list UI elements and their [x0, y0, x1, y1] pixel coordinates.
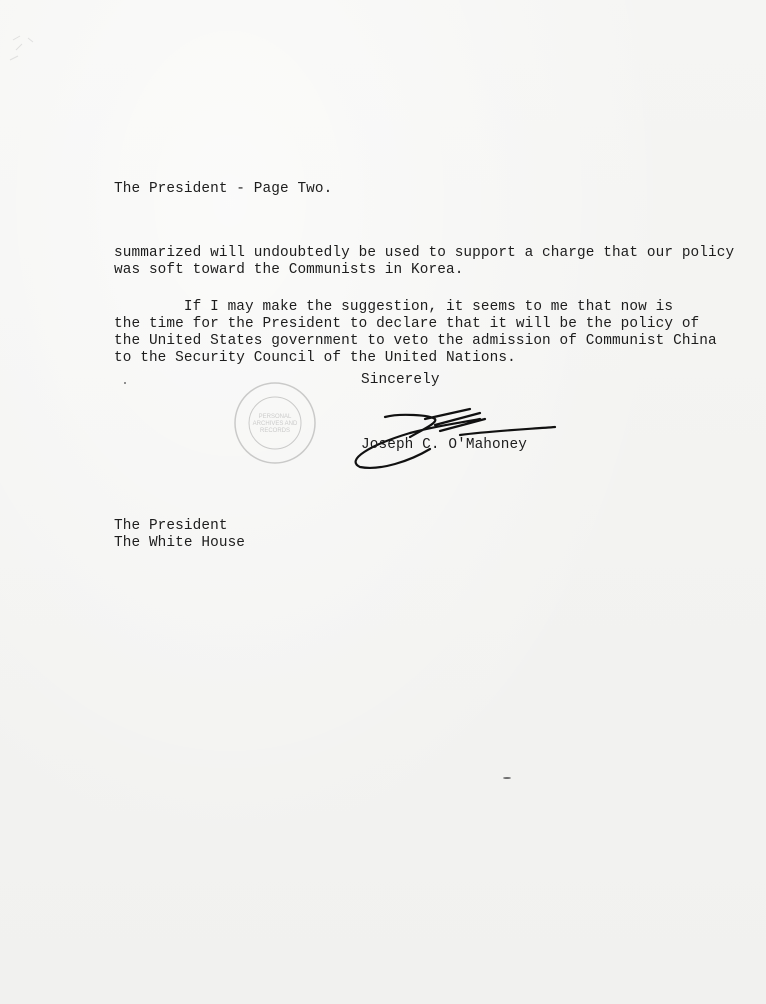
paragraph-2-line-3: the United States government to veto the admission of Communist China [114, 333, 717, 349]
paper-speck [503, 777, 511, 779]
svg-text:PERSONAL: PERSONAL [258, 414, 292, 420]
paper-speck [124, 382, 126, 384]
paragraph-2-line-4: to the Security Council of the United Nations. [114, 350, 516, 366]
svg-text:ARCHIVES AND: ARCHIVES AND [252, 421, 298, 427]
paragraph-2-line-2: the time for the President to declare that it will be the policy of [114, 316, 700, 332]
addressee-line-1: The President [114, 518, 228, 534]
library-stamp [232, 380, 318, 466]
paragraph-2-line-1: If I may make the suggestion, it seems to me that now is [114, 299, 674, 315]
addressee-line-2: The White House [114, 535, 246, 551]
paragraph-1-line-1: summarized will undoubtedly be used to support a charge that our policy [114, 245, 735, 261]
page-header: The President - Page Two. [114, 181, 333, 197]
paper-smudge [8, 30, 68, 70]
svg-text:RECORDS: RECORDS [259, 428, 291, 434]
paragraph-1-line-2: was soft toward the Communists in Korea. [114, 262, 464, 278]
signer-name: Joseph C. O'Mahoney [361, 437, 527, 453]
closing: Sincerely [361, 372, 440, 388]
